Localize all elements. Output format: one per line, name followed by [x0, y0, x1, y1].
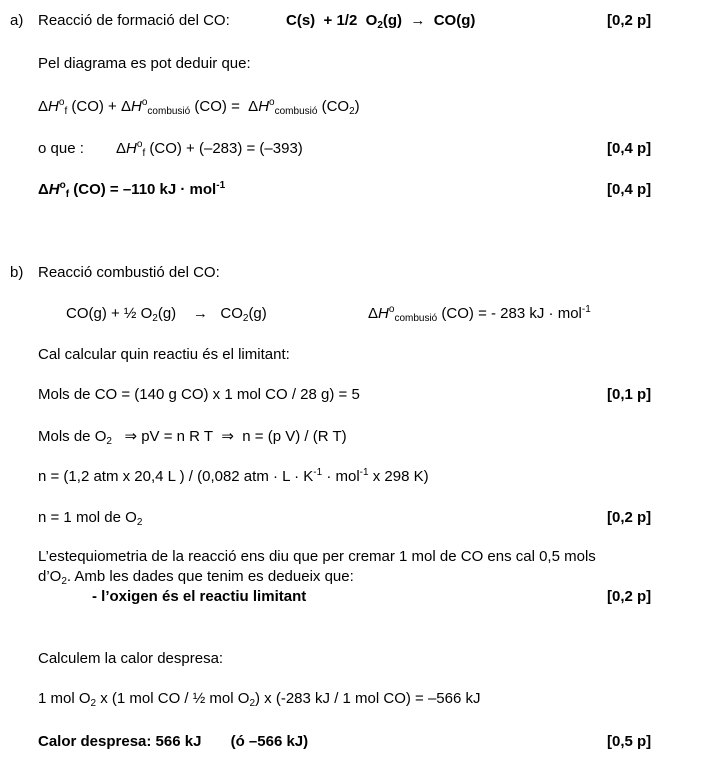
combustion-enthalpy: $\Delta H^o_{combusió}$ (CO) = - 283 kJ · mol$^{-1}$	[368, 304, 591, 324]
part-a-title: Reacció de formació del CO:	[38, 12, 230, 29]
points-b2: [0,2 p]	[607, 509, 652, 526]
n-result: n = 1 mol de $O_2$	[38, 509, 143, 528]
enthalpy-substitution: $\Delta H^o_f$ (CO) + (–283) = (–393)	[116, 139, 303, 159]
n-calculation: n = (1,2 atm x 20,4 L ) / (0,082 atm · $L \cdot K^{-1} \cdot mol^{-1}$ x 298 K)	[38, 467, 429, 485]
heat-calculation: 1 mol $O_2$ x (1 mol CO / ½ mol $O_2$) x (-283 kJ / 1 mol CO) = –566 kJ	[38, 690, 481, 709]
mols-o2: Mols de $O_2$ ⇒ pV = n R T ⇒ n = (p V) / (R T)	[38, 428, 347, 447]
heat-result: Calor despresa: 566 kJ (ó –566 kJ)	[38, 733, 309, 750]
arrow-icon: →	[192, 305, 208, 322]
implies-icon: ⇒	[221, 428, 234, 445]
points-b3: [0,2 p]	[607, 588, 652, 605]
formation-reaction: C(s) + 1/2 $O_2(g) \to CO(g)$	[286, 12, 476, 31]
stoichiometry-line-2: $d’O_2$. Amb les dades que tenim es dedueix que:	[38, 568, 354, 587]
points-b4: [0,5 p]	[607, 733, 652, 750]
part-b-title: Reacció combustió del CO:	[38, 264, 220, 281]
formation-enthalpy-result: $\Delta H^o_f$ (CO) = –110 kJ · mol$^{-1}$	[38, 180, 226, 200]
part-b-label: b)	[10, 264, 24, 281]
mols-co: Mols de CO = (140 g CO) x 1 mol CO / 28 g) = 5	[38, 386, 360, 403]
arrow-icon: →	[410, 12, 426, 29]
deduce-text: Pel diagrama es pot deduir que:	[38, 55, 251, 72]
implies-icon: ⇒	[124, 428, 138, 445]
enthalpy-relation: $\Delta H^o_f$ $(CO) + \Delta H^o_{combusió}$ $(CO) = \Delta H^o_{combusió}$ $(CO_2)$	[38, 97, 360, 117]
points-a3: [0,4 p]	[607, 181, 652, 198]
heat-title: Calculem la calor despresa:	[38, 650, 224, 667]
points-a2: [0,4 p]	[607, 140, 652, 157]
stoichiometry-line-1: L’estequiometria de la reacció ens diu que per cremar 1 mol de CO ens cal 0,5 mols	[38, 548, 596, 565]
o-que-prefix: o que :	[38, 140, 84, 157]
points-b1: [0,1 p]	[607, 386, 652, 403]
limiting-reagent: - l’oxigen és el reactiu limitant	[92, 588, 307, 605]
limiting-question: Cal calcular quin reactiu és el limitant:	[38, 346, 290, 363]
points-a1: [0,2 p]	[607, 12, 652, 29]
part-a-label: a)	[10, 12, 24, 29]
combustion-reaction: CO(g) + ½ $O_2(g)$ → $CO_2(g)$	[66, 305, 267, 324]
